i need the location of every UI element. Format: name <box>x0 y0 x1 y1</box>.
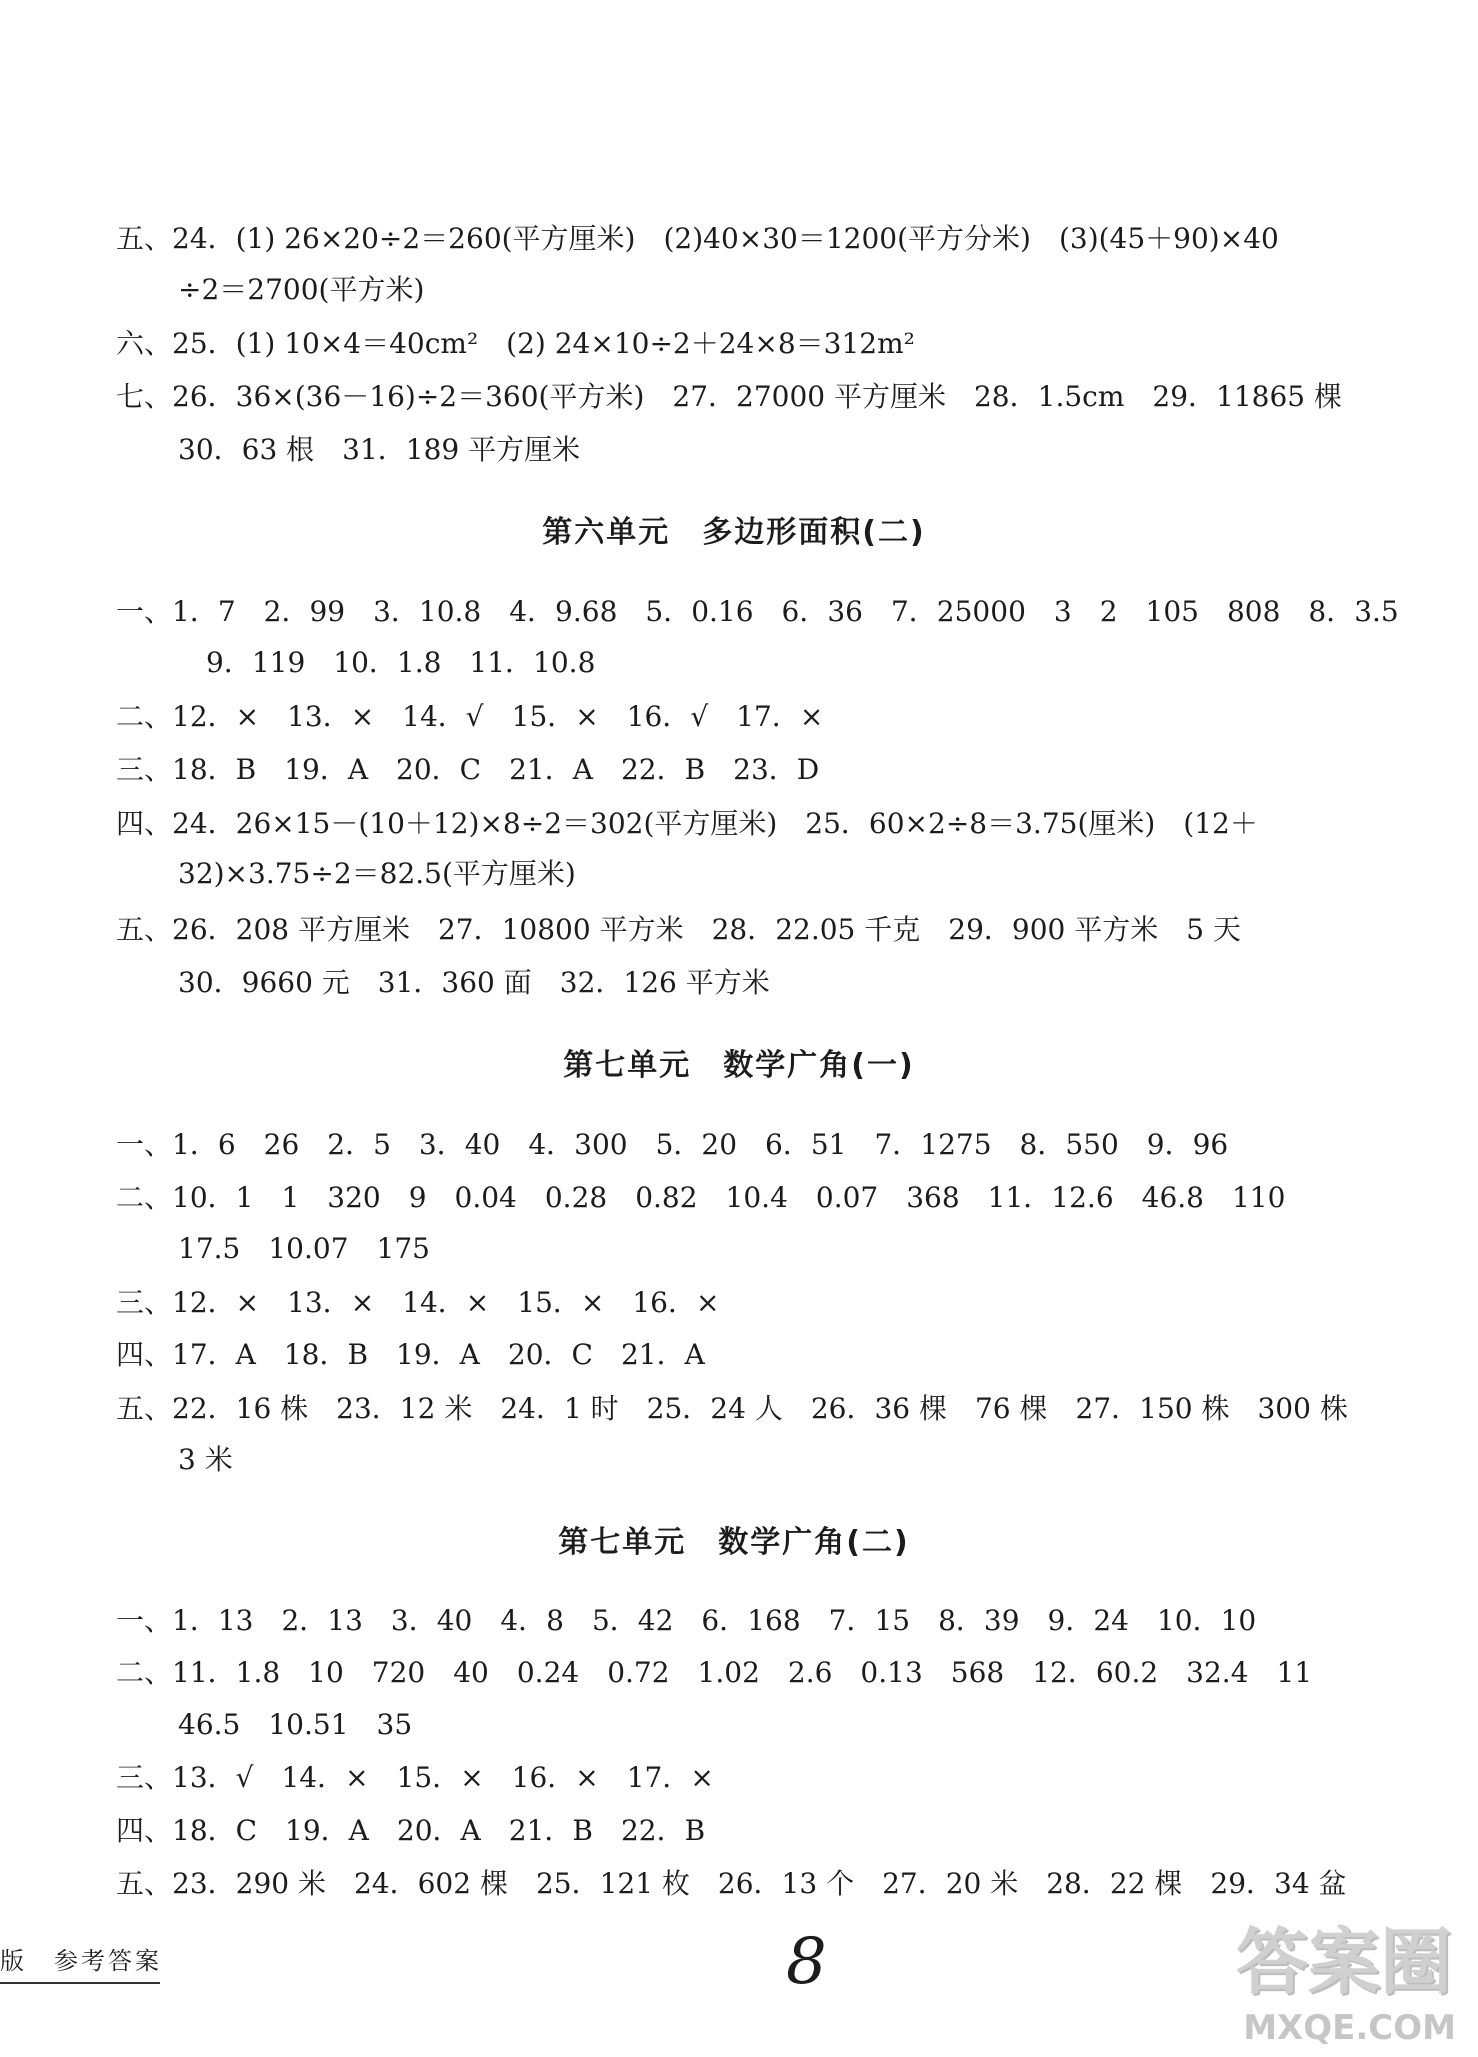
answer-line: 三、18．B 19．A 20．C 21．A 22．B 23．D <box>116 753 820 786</box>
answer-line: 17.5 10.07 175 <box>178 1232 430 1265</box>
answer-line: 三、13．√ 14．× 15．× 16．× 17．× <box>116 1761 714 1794</box>
answer-line: 30．63 根 31．189 平方厘米 <box>178 433 581 466</box>
answer-line: 七、26．36×(36－16)÷2＝360(平方米) 27．27000 平方厘米 28．1.5cm 29．11865 棵 <box>116 380 1342 413</box>
answer-line: 二、10．1 1 320 9 0.04 0.28 0.82 10.4 0.07 368 11．12.6 46.8 110 <box>116 1181 1286 1214</box>
answer-line: ÷2＝2700(平方米) <box>178 273 425 306</box>
answer-line: 五、22．16 株 23．12 米 24．1 时 25．24 人 26．36 棵 76 棵 27．150 株 300 株 <box>116 1392 1348 1425</box>
watermark-logo: 答案圈 <box>1235 1920 1452 2004</box>
answer-line: 五、23．290 米 24．602 棵 25．121 枚 26．13 个 27．20 米 28．22 棵 29．34 盆 <box>116 1867 1347 1900</box>
answer-line: 一、1．7 2．99 3．10.8 4．9.68 5．0.16 6．36 7．25000 3 2 105 808 8．3.5 <box>116 595 1399 628</box>
answer-line: 四、24．26×15－(10＋12)×8÷2＝302(平方厘米) 25．60×2÷8＝3.75(厘米) (12＋ <box>116 807 1258 840</box>
answer-line: 46.5 10.51 35 <box>178 1708 413 1741</box>
page-number: 8 <box>786 1925 827 1999</box>
answer-line: 二、11．1.8 10 720 40 0.24 0.72 1.02 2.6 0.13 568 12．60.2 32.4 11 <box>116 1656 1313 1689</box>
answer-line: 一、1．6 26 2．5 3．40 4．300 5．20 6．51 7．1275 8．550 9．96 <box>116 1128 1229 1161</box>
answer-line: 3 米 <box>178 1443 233 1476</box>
answer-line: 五、24．(1) 26×20÷2＝260(平方厘米) (2)40×30＝1200(平方分米) (3)(45＋90)×40 <box>116 222 1279 255</box>
section-heading: 第七单元 数学广角(二) <box>558 1525 910 1560</box>
answer-line: 30．9660 元 31．360 面 32．126 平方米 <box>178 966 770 999</box>
answer-line: 二、12．× 13．× 14．√ 15．× 16．√ 17．× <box>116 700 824 733</box>
answer-line: 9．119 10．1.8 11．10.8 <box>206 646 596 679</box>
answer-line: 四、18．C 19．A 20．A 21．B 22．B <box>116 1814 706 1847</box>
footer-divider <box>0 1982 160 1984</box>
answer-line: 六、25．(1) 10×4＝40cm² (2) 24×10÷2＋24×8＝312m² <box>116 327 915 360</box>
section-heading: 第七单元 数学广角(一) <box>563 1048 915 1083</box>
section-heading: 第六单元 多边形面积(二) <box>542 515 926 550</box>
answer-line: 三、12．× 13．× 14．× 15．× 16．× <box>116 1286 720 1319</box>
watermark-url: MXQE.COM <box>1243 2008 1456 2048</box>
answer-line: 一、1．13 2．13 3．40 4．8 5．42 6．168 7．15 8．39 9．24 10．10 <box>116 1604 1257 1637</box>
answer-line: 四、17．A 18．B 19．A 20．C 21．A <box>116 1338 705 1371</box>
footer-label: 版 参考答案 <box>0 1947 162 1975</box>
answer-line: 五、26．208 平方厘米 27．10800 平方米 28．22.05 千克 29．900 平方米 5 天 <box>116 913 1241 946</box>
answer-line: 32)×3.75÷2＝82.5(平方厘米) <box>178 857 576 890</box>
